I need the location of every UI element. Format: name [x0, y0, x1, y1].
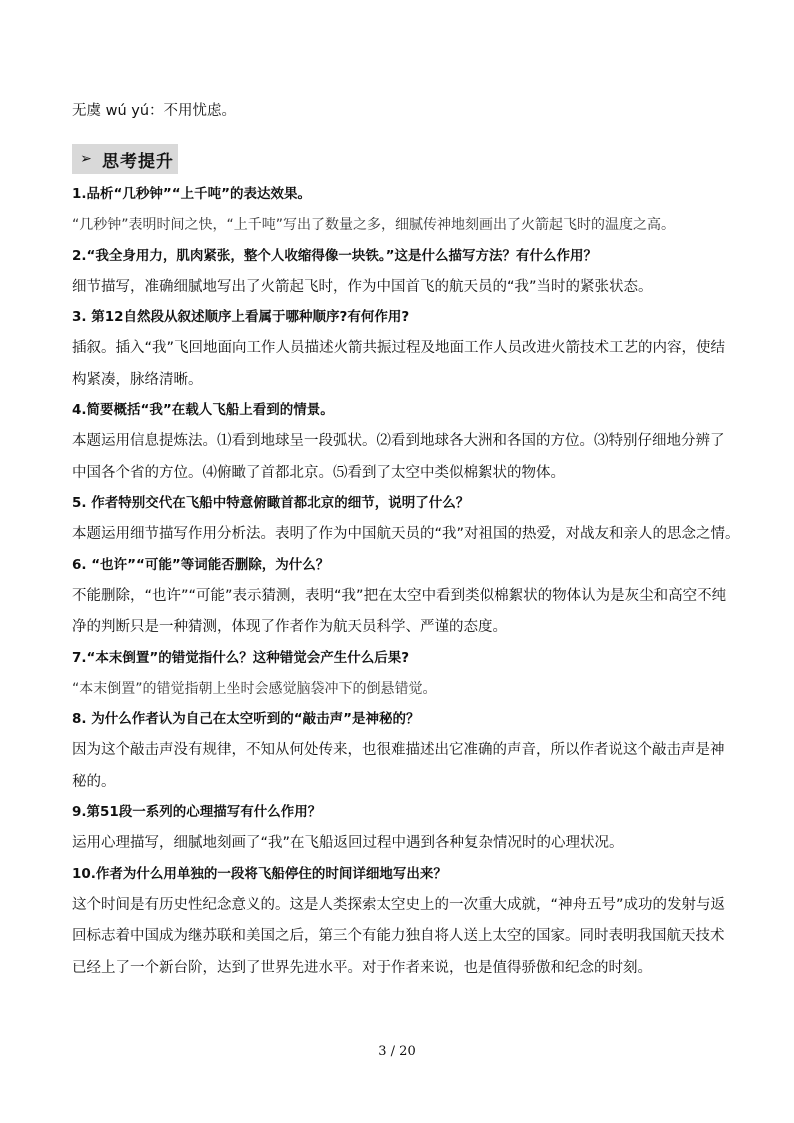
answer-10: 这个时间是有历史性纪念意义的。这是人类探索太空史上的一次重大成就，“神舟五号”成功的发射与返回标志着中国成为继苏联和美国之后，第三个有能力独自将人送上太空的国家。同时表明我国航天技术已经上了一个新台阶，达到了世界先进水平。对于作者来说，也是值得骄傲和纪念的时刻。: [72, 896, 726, 976]
question-6: 6. “也许”“可能”等词能否删除，为什么？: [72, 556, 330, 573]
page-number: 3 / 20: [378, 1044, 416, 1059]
question-2: 2.“我全身用力，肌肉紧张，整个人收缩得像一块铁。”这是什么描写方法？有什么作用？: [72, 247, 598, 264]
section-title: 思考提升: [102, 151, 174, 172]
question-9: 9.第51段一系列的心理描写有什么作用？: [72, 804, 322, 820]
answer-2: 细节描写，准确细腻地写出了火箭起飞时，作为中国首飞的航天员的“我”当时的紧张状态。: [72, 278, 653, 295]
question-10: 10.作者为什么用单独的一段将飞船停住的时间详细地写出来？: [72, 865, 447, 882]
qa-list: [72, 180, 740, 988]
answer-7: “本末倒置”的错觉指朝上坐时会感觉脑袋冲下的倒悬错觉。: [72, 680, 437, 697]
question-8: 8. 为什么作者认为自己在太空听到的“敲击声”是神秘的？: [72, 711, 420, 727]
answer-6: 不能删除，“也许”“可能”表示猜测，表明“我”把在太空中看到类似棉絮状的物体认为是灰尘和高空不纯净的判断只是一种猜测，体现了作者作为航天员科学、严谨的态度。: [72, 587, 727, 635]
question-4: 4.简要概括“我”在载人飞船上看到的情景。: [72, 402, 334, 418]
answer-5: 本题运用细节描写作用分析法。表明了作为中国航天员的“我”对祖国的热爱，对战友和亲人的思念之情。: [72, 526, 740, 542]
section-header: [72, 144, 178, 174]
answer-9: 运用心理描写，细腻地刻画了“我”在飞船返回过程中遇到各种复杂情况时的心理状况。: [72, 835, 624, 851]
answer-3: 插叙。插入“我”飞回地面向工作人员描述火箭共振过程及地面工作人员改进火箭技术工艺的内容，使结构紧凑，脉络清晰。: [72, 340, 726, 388]
answer-8: 因为这个敲击声没有规律，不知从何处传来，也很难描述出它准确的声音，所以作者说这个敲击声是神秘的。: [72, 742, 725, 790]
vocab-note: 无虞 wú yú：不用忧虑。: [72, 103, 237, 119]
question-5: 5. 作者特别交代在飞船中特意俯瞰首都北京的细节，说明了什么？: [72, 495, 470, 511]
arrow-bullet-icon: ➢: [80, 151, 92, 167]
answer-4: 本题运用信息提炼法。⑴看到地球呈一段弧状。⑵看到地球各大洲和各国的方位。⑶特别仔细地分辨了中国各个省的方位。⑷俯瞰了首都北京。⑸看到了太空中类似棉絮状的物体。: [72, 433, 725, 481]
question-7: 7.“本末倒置”的错觉指什么？这种错觉会产生什么后果?: [72, 649, 410, 666]
answer-1: “几秒钟”表明时间之快，“上千吨”写出了数量之多，细腻传神地刻画出了火箭起飞时的温度之高。: [72, 217, 676, 233]
question-1: 1.品析“几秒钟”“上千吨”的表达效果。: [72, 186, 312, 202]
question-3: 3. 第12自然段从叙述顺序上看属于哪种顺序?有何作用?: [72, 309, 410, 325]
